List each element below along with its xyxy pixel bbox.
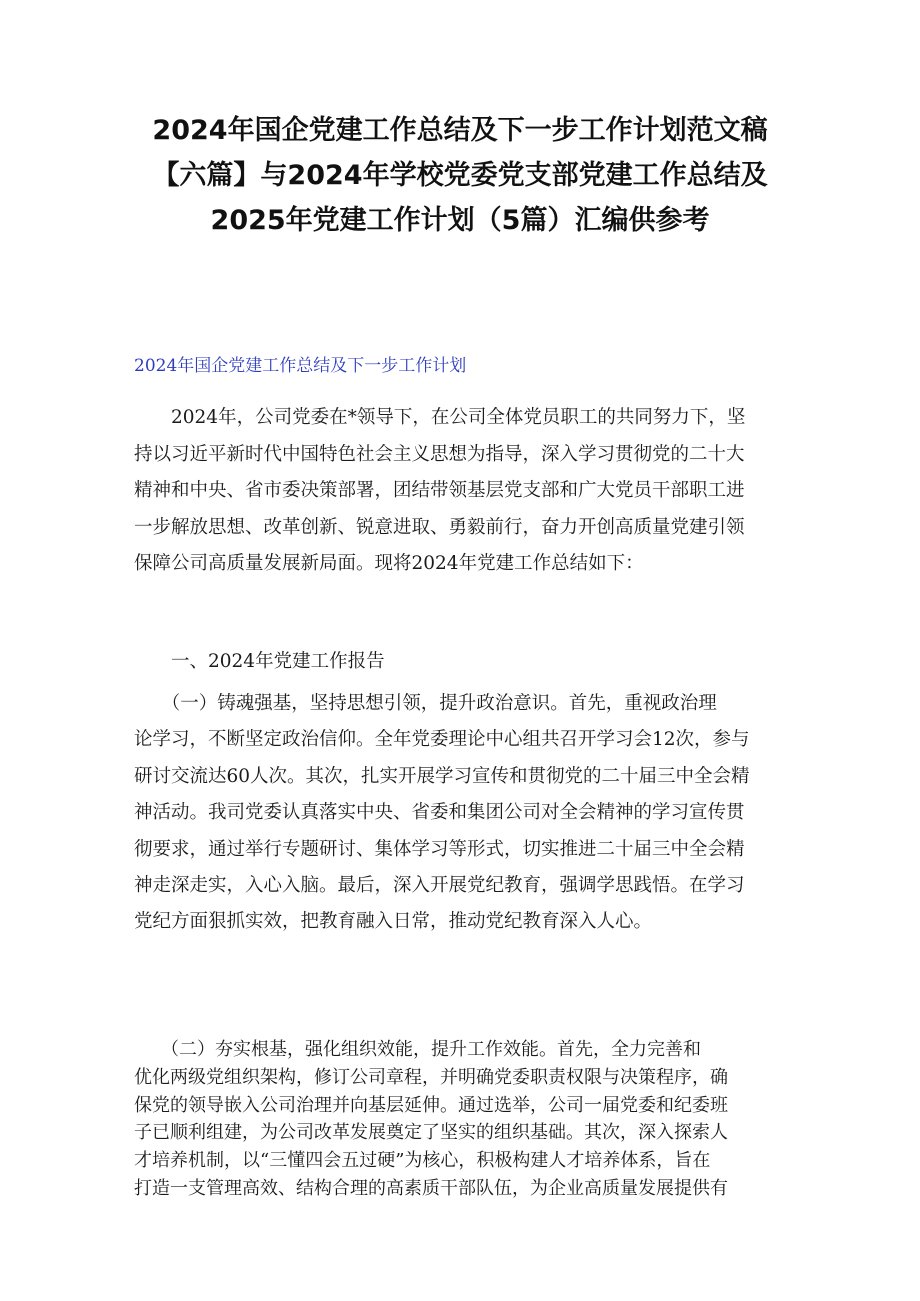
title-line: 2025年党建工作计划（5篇）汇编供参考 <box>210 205 710 236</box>
paragraph-line: 持以习近平新时代中国特色社会主义思想为指导，深入学习贯彻党的二十大 <box>134 443 745 465</box>
paragraph-intro <box>134 400 794 583</box>
paragraph-line: 保障公司高质量发展新局面。现将2024年党建工作总结如下： <box>134 553 644 574</box>
paragraph-line: 打造一支管理高效、结构合理的高素质干部队伍，为企业高质量发展提供有 <box>134 1177 728 1199</box>
paragraph-line: 子已顺利组建，为公司改革发展奠定了坚实的组织基础。其次，深入探索人 <box>134 1122 728 1144</box>
title-line: 2024年国企党建工作总结及下一步工作计划范文稿 <box>152 115 768 146</box>
document-title <box>120 108 800 243</box>
paragraph-line: （二）夯实根基，强化组织效能，提升工作效能。首先，全力完善和 <box>134 1039 701 1060</box>
paragraph-line: 彻要求，通过举行专题研讨、集体学习等形式，切实推进二十届三中全会精 <box>134 838 745 860</box>
paragraph-line: 精神和中央、省市委决策部署，团结带领基层党支部和广大党员干部职工进 <box>134 480 745 501</box>
paragraph-line: 神活动。我司党委认真落实中央、省委和集团公司对全会精神的学习宣传贯 <box>134 802 745 824</box>
paragraph-line: 论学习，不断坚定政治信仰。全年党委理论中心组共召开学习会12次，参与 <box>134 729 750 751</box>
paragraph-line: 保党的领导嵌入公司治理并向基层延伸。通过选举，公司一届党委和纪委班 <box>134 1094 728 1116</box>
paragraph-section-one <box>134 686 794 941</box>
section-heading-link[interactable]: 2024年国企党建工作总结及下一步工作计划 <box>134 356 467 376</box>
paragraph-line: 2024年，公司党委在*领导下，在公司全体党员职工的共同努力下，坚 <box>134 407 746 428</box>
paragraph-line: （一）铸魂强基，坚持思想引领，提升政治意识。首先，重视政治理 <box>134 693 717 714</box>
heading-line: 一、2024年党建工作报告 <box>134 651 385 672</box>
paragraph-line: 一步解放思想、改革创新、锐意进取、勇毅前行，奋力开创高质量党建引领 <box>134 516 745 538</box>
paragraph-line: 优化两级党组织架构，修订公司章程，并明确党委职责权限与决策程序，确 <box>134 1066 728 1088</box>
paragraph-line: 神走深走实，入心入脑。最后，深入开展党纪教育，强调学思践悟。在学习 <box>134 875 745 897</box>
paragraph-section-two <box>134 1036 794 1203</box>
heading-one <box>134 644 794 680</box>
title-line: 【六篇】与2024年学校党委党支部党建工作总结及 <box>152 160 768 191</box>
paragraph-line: 党纪方面狠抓实效，把教育融入日常，推动党纪教育深入人心。 <box>134 911 653 933</box>
paragraph-line: 才培养机制，以“三懂四会五过硬”为核心，积极构建人才培养体系，旨在 <box>134 1150 711 1172</box>
paragraph-line: 研讨交流达60人次。其次，扎实开展学习宣传和贯彻党的二十届三中全会精 <box>134 765 750 787</box>
